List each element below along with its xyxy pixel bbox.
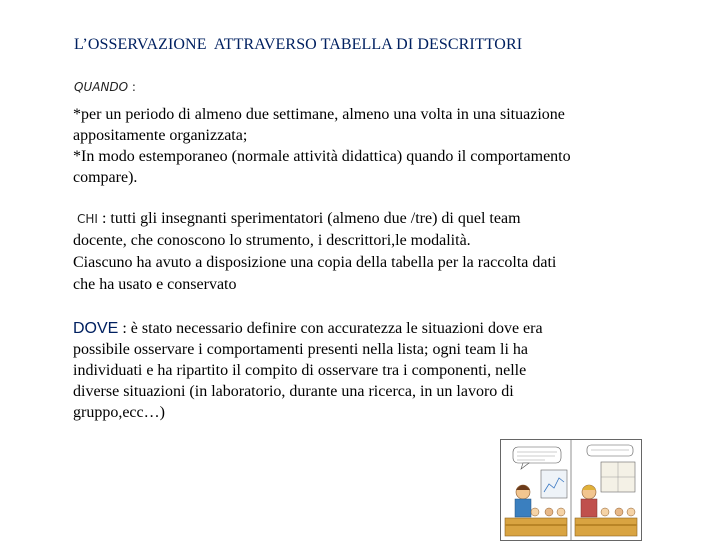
chi-line: Ciascuno ha avuto a disposizione una copia della tabella per la raccolta dati	[73, 254, 557, 271]
chi-line: docente, che conoscono lo strumento, i descrittori,le modalità.	[73, 232, 471, 249]
quando-line: *In modo estemporaneo (normale attività didattica) quando il comportamento	[73, 148, 571, 165]
chi-line: che ha usato e conservato	[73, 276, 237, 293]
chi-label: CHI	[77, 212, 98, 226]
quando-label-row	[74, 80, 136, 94]
chi-first-line	[73, 208, 673, 230]
comic-strip-icon	[501, 440, 641, 540]
chi-paragraph	[73, 208, 673, 296]
quando-line: *per un periodo di almeno due settimane, almeno una volta in una situazione	[73, 106, 565, 123]
dove-first-line	[73, 318, 633, 339]
quando-separator: :	[128, 80, 136, 94]
quando-label: QUANDO	[74, 80, 129, 94]
quando-line: appositamente organizzata;	[73, 127, 248, 144]
dove-line: individuati e ha ripartito il compito di osservare tra i componenti, nelle	[73, 362, 527, 379]
page-title: L’OSSERVAZIONE ATTRAVERSO TABELLA DI DESCRITTORI	[74, 36, 523, 53]
dove-paragraph	[73, 318, 633, 423]
dove-line: possibile osservare i comportamenti presenti nella lista; ogni team li ha	[73, 341, 528, 358]
dove-line: diverse situazioni (in laboratorio, durante una ricerca, in un lavoro di	[73, 383, 514, 400]
dove-line: gruppo,ecc…)	[73, 404, 165, 421]
quando-line: compare).	[73, 169, 138, 186]
dove-first-line-text: : è stato necessario definire con accuratezza le situazioni dove era	[118, 320, 543, 337]
comic-strip-image	[500, 439, 642, 541]
quando-paragraph	[73, 104, 673, 188]
dove-label: DOVE	[73, 320, 119, 337]
chi-first-line-text: : tutti gli insegnanti sperimentatori (almeno due /tre) di quel team	[97, 210, 521, 227]
